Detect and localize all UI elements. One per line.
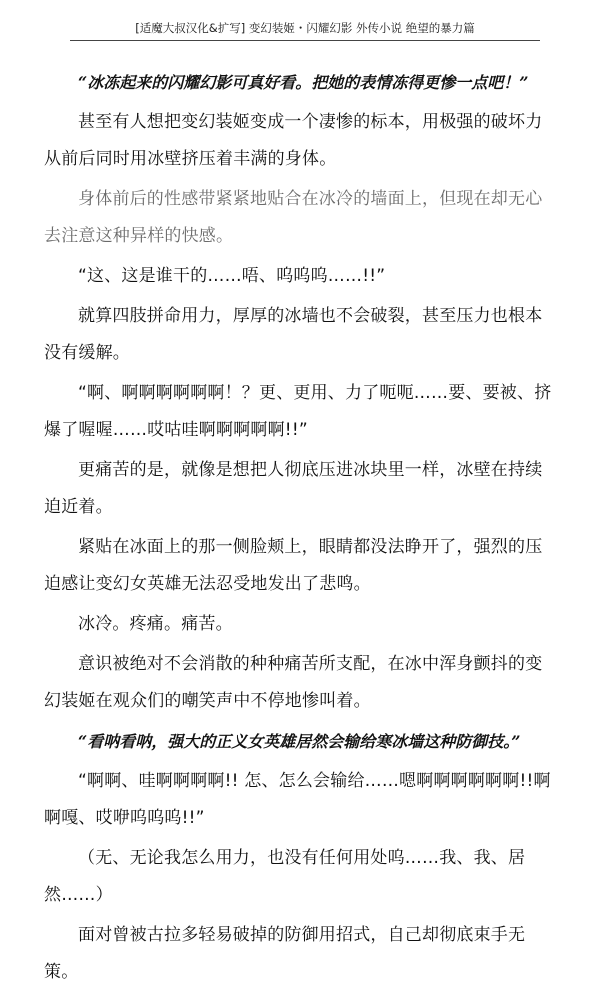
- paragraph: 紧贴在冰面上的那一侧脸颊上，眼睛都没法睁开了，强烈的压迫感让变幻女英雄无法忍受地发出了悲鸣。: [44, 537, 543, 594]
- paragraph: 甚至有人想把变幻装姬变成一个凄惨的标本，用极强的破坏力从前后同时用冰壁挤压着丰满的身体。: [44, 112, 543, 169]
- document-body: [44, 64, 556, 994]
- header-title: [适魔大叔汉化&扩写] 变幻装姬・闪耀幻影 外传小说 绝望的暴力篇: [135, 21, 475, 35]
- paragraph: “看呐看呐，强大的正义女英雄居然会输给寒冰墙这种防御技。”: [78, 732, 521, 751]
- paragraph: “啊啊、哇啊啊啊啊!! 怎、怎么会输给……嗯啊啊啊啊啊啊!!啊啊嘎、哎咿呜呜呜!!”: [44, 771, 551, 828]
- paragraph: 冰冷。疼痛。痛苦。: [78, 614, 233, 634]
- paragraph: （无、无论我怎么用力，也没有任何用处呜……我、我、居然……）: [44, 848, 526, 905]
- paragraph: 面对曾被古拉多轻易破掉的防御用招式，自己却彻底束手无策。: [44, 925, 526, 982]
- paragraph: 更痛苦的是，就像是想把人彻底压进冰块里一样，冰壁在持续迫近着。: [44, 460, 543, 517]
- paragraph: “这、这是谁干的……唔、呜呜呜……!!”: [78, 266, 386, 286]
- paragraph: 身体前后的性感带紧紧地贴合在冰冷的墙面上，但现在却无心去注意这种异样的快感。: [44, 189, 543, 246]
- paragraph: “冰冻起来的闪耀幻影可真好看。把她的表情冻得更惨一点吧！”: [78, 73, 529, 92]
- paragraph: 就算四肢拼命用力，厚厚的冰墙也不会破裂，甚至压力也根本没有缓解。: [44, 306, 543, 363]
- paragraph: “啊、啊啊啊啊啊啊！？更、更用、力了呃呃……要、要被、挤爆了喔喔……哎咕哇啊啊啊啊啊!!”: [44, 383, 552, 440]
- paragraph: 意识被绝对不会消散的种种痛苦所支配，在冰中浑身颤抖的变幻装姬在观众们的嘲笑声中不停地惨叫着。: [44, 654, 543, 711]
- page-header: [70, 20, 540, 41]
